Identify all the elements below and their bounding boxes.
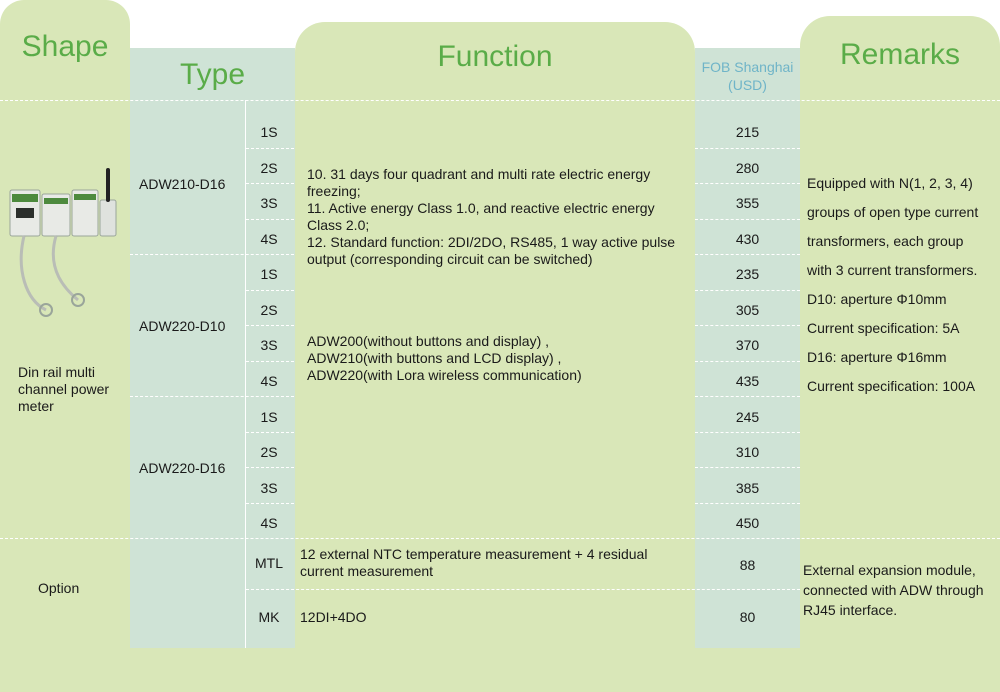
price: 435 <box>735 373 760 389</box>
price: 80 <box>739 609 756 625</box>
sub-type: 4S <box>260 231 278 247</box>
option-code: MTL <box>255 555 283 571</box>
function-line: 11. Active energy Class 1.0, and reactive electric energy Class 2.0; <box>307 200 655 233</box>
row-divider <box>246 148 294 149</box>
function-line: 10. 31 days four quadrant and multi rate electric energy freezing; <box>307 166 651 199</box>
function-header: Function <box>437 40 553 73</box>
function-model-line: ADW200(without buttons and display) , <box>307 333 550 349</box>
group-divider <box>130 254 294 255</box>
fob-column <box>695 48 800 692</box>
sub-type: 3S <box>260 337 278 353</box>
price: 310 <box>735 444 760 460</box>
option-label: Option <box>38 580 80 596</box>
price: 305 <box>735 302 760 318</box>
row-divider <box>695 290 800 291</box>
header-divider <box>0 100 1000 101</box>
sub-type: 1S <box>260 124 278 140</box>
row-divider <box>246 183 294 184</box>
price: 280 <box>735 160 760 176</box>
row-divider <box>695 325 800 326</box>
type-column <box>130 48 295 692</box>
row-divider <box>695 467 800 468</box>
function-model-line: ADW210(with buttons and LCD display) , <box>307 350 562 366</box>
remark-line: D16: aperture Φ16mm <box>807 349 947 365</box>
sub-type: 3S <box>260 480 278 496</box>
remark-line: Current specification: 5A <box>807 320 960 336</box>
type-header: Type <box>179 58 246 91</box>
remark-line: Equipped with N(1, 2, 3, 4) <box>807 175 973 191</box>
remarks-description <box>807 169 997 401</box>
price: 370 <box>735 337 760 353</box>
model-name: ADW220-D10 <box>139 318 226 334</box>
price: 355 <box>735 195 760 211</box>
fob-header: FOB Shanghai (USD) <box>701 59 794 93</box>
price: 430 <box>735 231 760 247</box>
remarks-header: Remarks <box>839 38 960 71</box>
price: 450 <box>735 515 760 531</box>
sub-type: 1S <box>260 266 278 282</box>
function-description <box>307 166 682 268</box>
price: 385 <box>735 480 760 496</box>
row-divider <box>246 503 294 504</box>
remark-line: with 3 current transformers. <box>807 262 978 278</box>
row-divider <box>695 432 800 433</box>
function-models <box>307 333 682 384</box>
remarks-option: External expansion module, connected with ADW through RJ45 interface. <box>803 562 984 618</box>
row-divider <box>695 148 800 149</box>
row-divider <box>695 183 800 184</box>
price: 235 <box>735 266 760 282</box>
row-divider <box>246 361 294 362</box>
row-divider <box>695 361 800 362</box>
price: 245 <box>735 409 760 425</box>
sub-type: 2S <box>260 444 278 460</box>
option-function: 12DI+4DO <box>300 609 367 625</box>
option-divider <box>0 538 1000 539</box>
function-line: 12. Standard function: 2DI/2DO, RS485, 1 way active pulse output (corresponding circuit can be switched) <box>307 234 676 267</box>
shape-header: Shape <box>21 30 109 63</box>
row-divider <box>246 589 800 590</box>
row-divider <box>246 325 294 326</box>
option-function: 12 external NTC temperature measurement + 4 residual current measurement <box>300 546 648 579</box>
price: 215 <box>735 124 760 140</box>
row-divider <box>695 254 800 255</box>
sub-type: 2S <box>260 160 278 176</box>
row-divider <box>695 503 800 504</box>
remark-line: Current specification: 100A <box>807 378 976 394</box>
row-divider <box>246 467 294 468</box>
sub-type: 4S <box>260 515 278 531</box>
row-divider <box>695 396 800 397</box>
sub-type: 4S <box>260 373 278 389</box>
sub-type: 1S <box>260 409 278 425</box>
model-name: ADW210-D16 <box>139 176 226 192</box>
model-name: ADW220-D16 <box>139 460 226 476</box>
footer-band <box>0 648 1000 692</box>
remark-line: transformers, each group <box>807 233 964 249</box>
shape-label: Din rail multi channel power meter <box>18 364 110 414</box>
row-divider <box>246 219 294 220</box>
sub-type: 2S <box>260 302 278 318</box>
row-divider <box>246 290 294 291</box>
power-meter-device-image <box>6 160 124 320</box>
price: 88 <box>739 557 756 573</box>
sub-type: 3S <box>260 195 278 211</box>
remark-line: groups of open type current <box>807 204 979 220</box>
option-code: MK <box>258 609 280 625</box>
row-divider <box>246 432 294 433</box>
row-divider <box>695 219 800 220</box>
function-model-line: ADW220(with Lora wireless communication) <box>307 367 582 383</box>
group-divider <box>130 396 294 397</box>
remark-line: D10: aperture Φ10mm <box>807 291 947 307</box>
